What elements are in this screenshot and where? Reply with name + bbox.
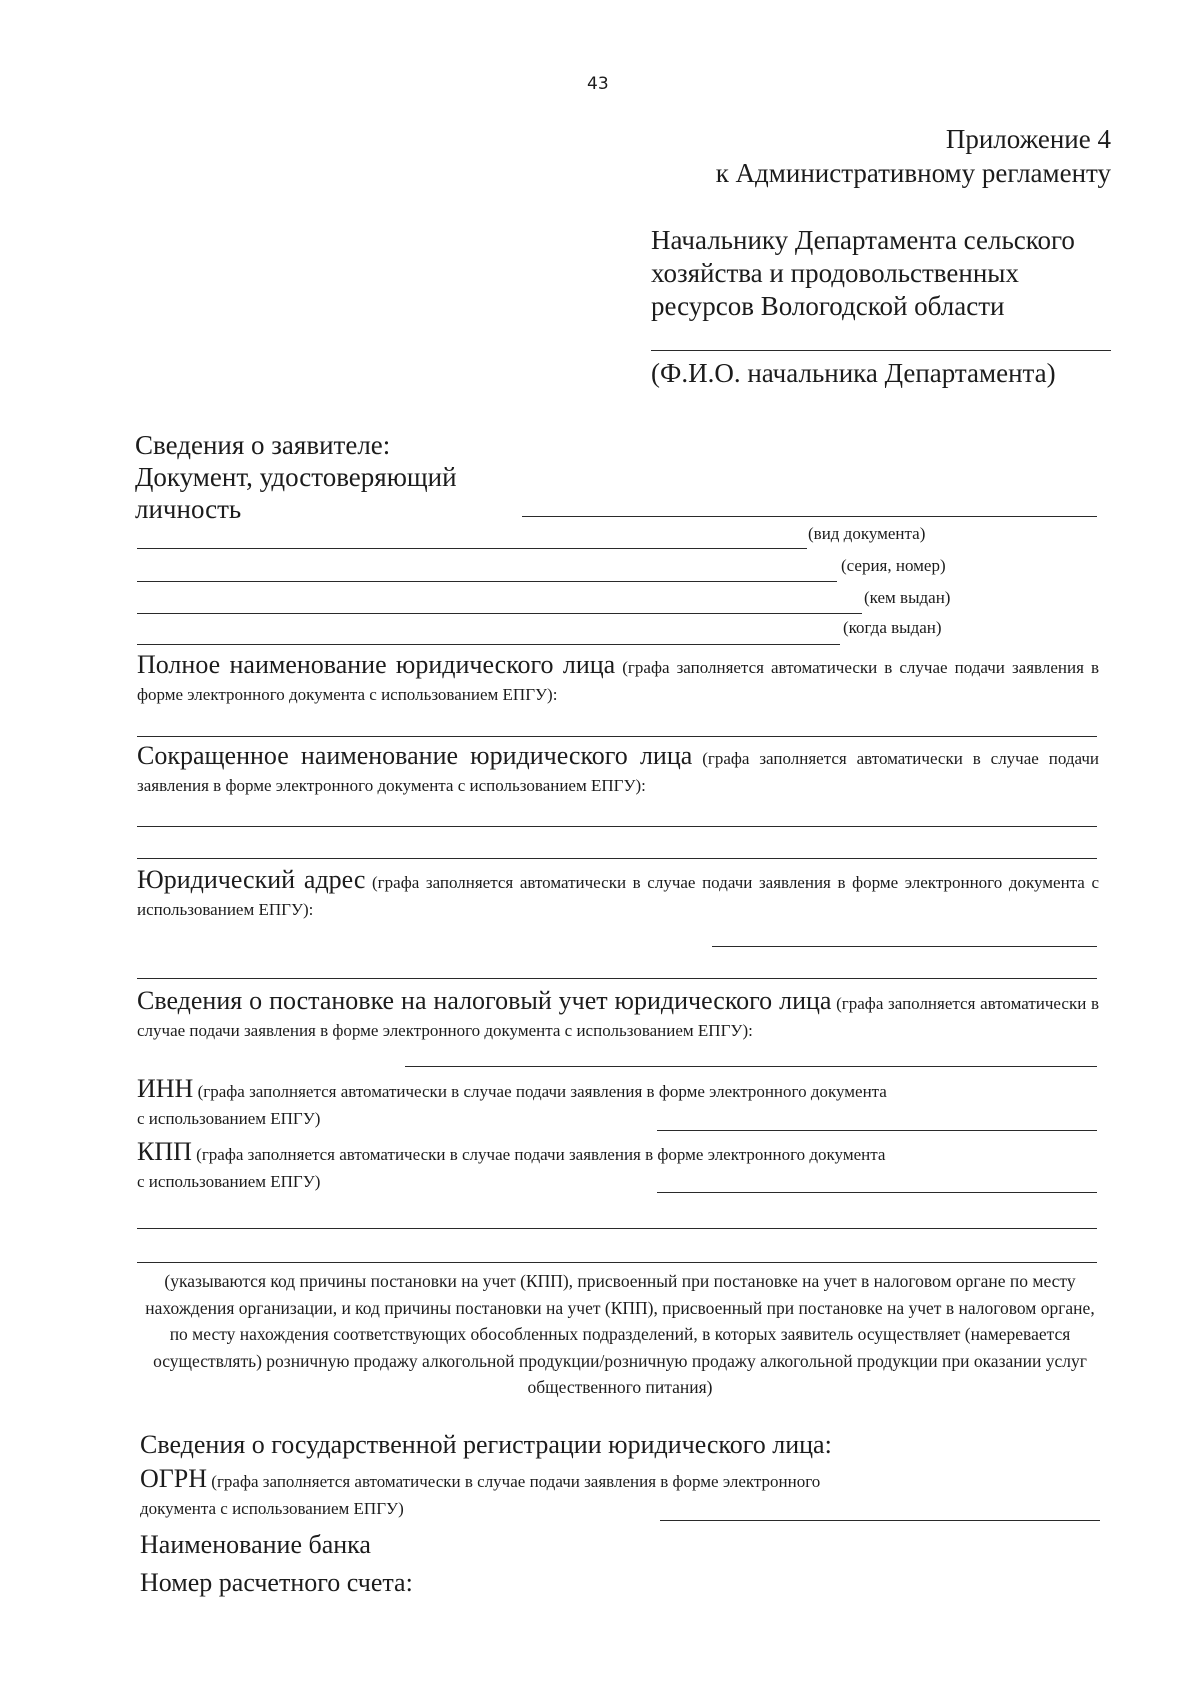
applicant-heading: Сведения о заявителе:: [135, 430, 391, 460]
tax-registration-input-line[interactable]: [405, 1066, 1097, 1067]
ogrn-note: (графа заполняется автоматически в случае подачи заявления в форме электронного документа с использованием ЕПГУ): [140, 1472, 821, 1518]
legal-address-note: (графа заполняется автоматически в случае подачи заявления в форме электронного документа с использованием ЕПГУ):: [137, 873, 1099, 919]
bank-account-label: Номер расчетного счета:: [140, 1568, 413, 1597]
inn-input-line[interactable]: [657, 1130, 1097, 1131]
kpp-label: КПП: [137, 1137, 192, 1166]
kpp-input-line-1[interactable]: [657, 1192, 1097, 1193]
kpp-note: (графа заполняется автоматически в случае подачи заявления в форме электронного документа с использованием ЕПГУ): [137, 1145, 886, 1191]
short-name-label: Сокращенное наименование юридического лица: [137, 741, 693, 770]
appendix-subtitle: к Административному регламенту: [715, 158, 1111, 188]
tax-registration-label: Сведения о постановке на налоговый учет юридического лица: [137, 986, 832, 1015]
legal-address-label: Юридический адрес: [137, 865, 366, 894]
full-name-input-line[interactable]: [137, 736, 1097, 737]
tax-registration-note: (графа заполняется автоматически в случае подачи заявления в форме электронного документа с использованием ЕПГУ):: [137, 994, 1099, 1040]
id-document-type-caption: (вид документа): [808, 524, 926, 543]
full-name-note: (графа заполняется автоматически в случае подачи заявления в форме электронного документа с использованием ЕПГУ):: [137, 658, 1099, 704]
id-document-label-2: личность: [135, 494, 242, 524]
addressee-line-3: ресурсов Вологодской области: [651, 291, 1005, 321]
ogrn-field: [140, 1465, 900, 1522]
state-registration-heading: Сведения о государственной регистрации юридического лица:: [140, 1430, 832, 1459]
id-document-date-caption: (когда выдан): [843, 618, 942, 637]
id-document-series-line[interactable]: [137, 548, 807, 549]
legal-address-input-line-2[interactable]: [137, 978, 1097, 979]
addressee-line-2: хозяйства и продовольственных: [651, 258, 1019, 288]
short-name-input-line-2[interactable]: [137, 858, 1097, 859]
full-name-label: Полное наименование юридического лица: [137, 650, 616, 679]
page-number: 43: [587, 74, 609, 94]
inn-label: ИНН: [137, 1074, 194, 1103]
id-document-issuer-line[interactable]: [137, 613, 862, 614]
tax-registration-field: [137, 987, 1099, 1044]
id-document-series-caption: (серия, номер): [841, 556, 946, 575]
inn-note: (графа заполняется автоматически в случае подачи заявления в форме электронного документа с использованием ЕПГУ): [137, 1082, 887, 1128]
addressee-fio-line[interactable]: [651, 350, 1111, 351]
kpp-explanation: (указываются код причины постановки на учет (КПП), присвоенный при постановке на учет в налоговом органе по месту нахождения организации, и код причины постановки на учет (КПП), присвоенный при постановке на учет в налоговом органе, по месту нахождения соответствующих обособленных подразделений, в которых заявитель осуществляет (намеревается осуществлять) розничную продажу алкогольной продукции/розничную продажу алкогольной продукции при оказании услуг общественного питания): [145, 1271, 1095, 1397]
addressee-fio-caption: (Ф.И.О. начальника Департамента): [651, 358, 1056, 388]
short-name-note: (графа заполняется автоматически в случае подачи заявления в форме электронного документа с использованием ЕПГУ):: [137, 749, 1099, 795]
short-name-field: [137, 742, 1099, 799]
id-document-series-line-2[interactable]: [137, 581, 837, 582]
id-document-date-line[interactable]: [137, 644, 840, 645]
id-document-issuer-caption: (кем выдан): [864, 588, 951, 607]
bank-name-label: Наименование банка: [140, 1530, 371, 1559]
ogrn-input-line[interactable]: [660, 1520, 1100, 1521]
id-document-type-line[interactable]: [522, 516, 1097, 517]
inn-field: [137, 1075, 897, 1132]
short-name-input-line-1[interactable]: [137, 826, 1097, 827]
ogrn-label: ОГРН: [140, 1464, 208, 1493]
id-document-label-1: Документ, удостоверяющий: [135, 462, 457, 492]
kpp-input-line-2[interactable]: [137, 1228, 1097, 1229]
kpp-input-line-3[interactable]: [137, 1262, 1097, 1263]
kpp-field: [137, 1138, 897, 1195]
appendix-title: Приложение 4: [945, 124, 1111, 154]
addressee-line-1: Начальнику Департамента сельского: [651, 225, 1075, 255]
legal-address-input-line-1[interactable]: [712, 946, 1097, 947]
full-name-field: [137, 651, 1099, 708]
legal-address-field: [137, 866, 1099, 923]
